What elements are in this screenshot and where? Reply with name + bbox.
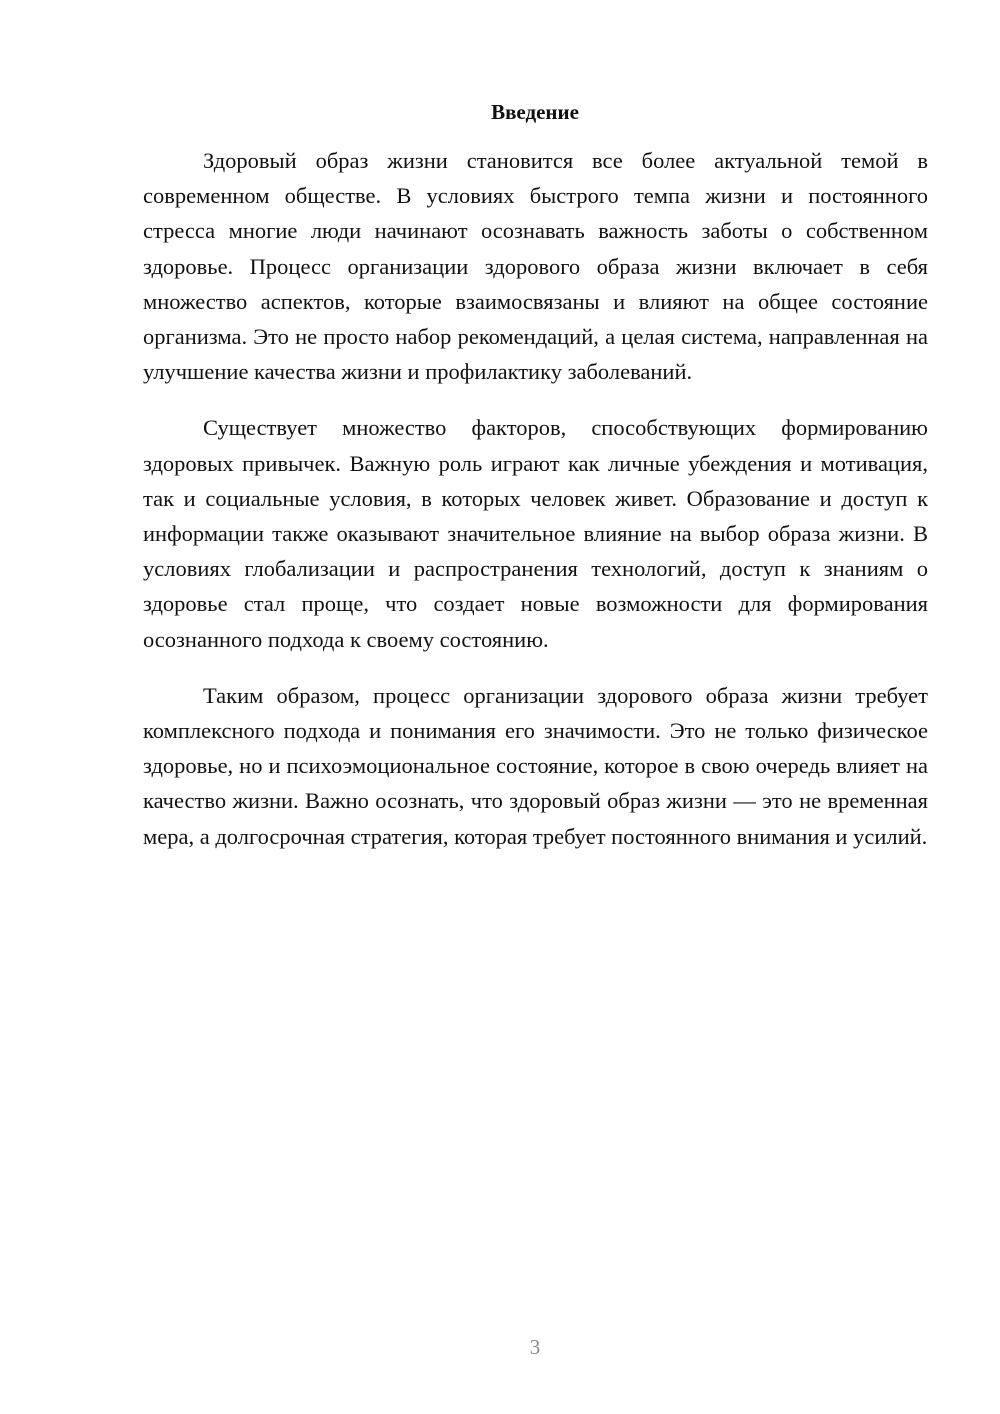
section-heading: Введение (491, 100, 579, 124)
paragraph-3: Таким образом, процесс организации здорового образа жизни требует комплексного подхода и понимания его значимости. Это не только физическое здоровье, но и психоэмоциональное состояние, которое в свою очередь влияет на качество жизни. Важно осознать, что здоровый образ жизни — это не временная мера, а долгосрочная стратегия, которая требует постоянного внимания и усилий. (143, 682, 928, 849)
paragraph-2: Существует множество факторов, способствующих формированию здоровых привычек. Важную роль играют как личные убеждения и мотивация, так и социальные условия, в которых человек живет. Образование и доступ к информации также оказывают значительное влияние на выбор образа жизни. В условиях глобализации и распространения технологий, доступ к знаниям о здоровье стал проще, что создает новые возможности для формирования осознанного подхода к своему состоянию. (143, 415, 928, 652)
page-number: 3 (529, 1335, 541, 1359)
paragraph-1: Здоровый образ жизни становится все более актуальной темой в современном обществе. В условиях быстрого темпа жизни и постоянного стресса многие люди начинают осознавать важность заботы о собственном здоровье. Процесс организации здорового образа жизни включает в себя множество аспектов, которые взаимосвязаны и влияют на общее состояние организма. Это не просто набор рекомендаций, а целая система, направленная на улучшение качества жизни и профилактику заболеваний. (143, 148, 928, 385)
body-text (143, 143, 928, 854)
